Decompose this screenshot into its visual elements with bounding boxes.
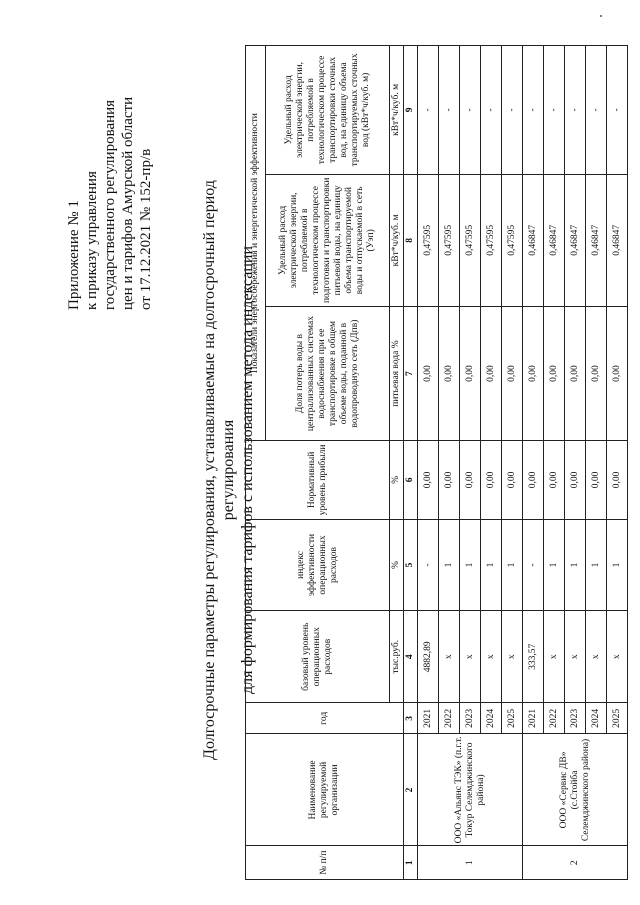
header-org: Наименование регулируемой организации: [246, 734, 404, 846]
colnum: 7: [404, 306, 418, 440]
annex-line: государственного регулирования: [102, 99, 118, 310]
cell-waste: -: [481, 46, 502, 175]
cell-index: -: [418, 519, 439, 611]
colnum: 6: [404, 441, 418, 519]
cell-loss: 0,00: [502, 306, 523, 440]
header-profit: Нормативный уровень прибыли: [246, 441, 390, 519]
cell-year: 2021: [418, 703, 439, 734]
header-loss: Доля потерь воды в централизованных системах водоснабжения при ее транспортировке в общем объеме воды, поданной в водопроводную сеть (Дпв): [266, 306, 390, 440]
unit-base: тыс.руб.: [390, 611, 404, 703]
cell-profit: 0,00: [460, 441, 481, 519]
cell-water: 0,47595: [418, 174, 439, 306]
cell-loss: 0,00: [586, 306, 607, 440]
org-num: 1: [418, 846, 523, 880]
colnum: 1: [404, 846, 418, 880]
table-row: [418, 46, 439, 880]
cell-base: x: [439, 611, 460, 703]
cell-water: 0,46847: [607, 174, 628, 306]
header-base: базовый уровень операционных расходов: [246, 611, 390, 703]
cell-profit: 0,00: [418, 441, 439, 519]
colnum: 5: [404, 519, 418, 611]
annex-line: к приказу управления: [84, 171, 100, 310]
cell-water: 0,46847: [565, 174, 586, 306]
cell-profit: 0,00: [565, 441, 586, 519]
title-line: для формирования тарифов с использованием метода индексации: [239, 245, 256, 695]
table-row: [523, 46, 544, 880]
title-line: Долгосрочные параметры регулирования, устанавливаемые на долгосрочный период регулирования: [201, 180, 237, 760]
cell-profit: 0,00: [502, 441, 523, 519]
cell-index: 1: [502, 519, 523, 611]
cell-year: 2023: [565, 703, 586, 734]
header-spec-waste: Удельный расход электрической энергии, потребляемой в технологическом процессе транспортировки сточных вод, на единицу объема транспортируемых сточных вод (кВт*ч/куб. м): [266, 46, 390, 175]
header-energy-group: Показатели энергосбережения и энергетической эффективности: [246, 46, 266, 441]
cell-year: 2021: [523, 703, 544, 734]
cell-waste: -: [439, 46, 460, 175]
cell-year: 2022: [544, 703, 565, 734]
cell-waste: -: [502, 46, 523, 175]
cell-loss: 0,00: [523, 306, 544, 440]
cell-waste: -: [523, 46, 544, 175]
annex-line: Приложение № 1: [66, 200, 82, 310]
cell-year: 2025: [607, 703, 628, 734]
cell-loss: 0,00: [418, 306, 439, 440]
cell-base: 333,57: [523, 611, 544, 703]
cell-waste: -: [607, 46, 628, 175]
cell-water: 0,47595: [502, 174, 523, 306]
cell-profit: 0,00: [439, 441, 460, 519]
colnum: 3: [404, 703, 418, 734]
header-num: № п/п: [246, 846, 404, 880]
cell-year: 2025: [502, 703, 523, 734]
parameters-table: [245, 45, 628, 880]
cell-base: 4882,89: [418, 611, 439, 703]
cell-loss: 0,00: [481, 306, 502, 440]
cell-base: x: [544, 611, 565, 703]
unit-spec-water: кВт*ч/куб. м: [390, 174, 404, 306]
cell-loss: 0,00: [607, 306, 628, 440]
unit-profit: %: [390, 441, 404, 519]
cell-base: x: [607, 611, 628, 703]
annex-block: [65, 30, 155, 310]
header-spec-water: Удельный расход электрической энергии, потребляемой в технологическом процессе подготовки и транспортировки питьевой воды, на единицу объема транспортируемой воды и отпускаемой в сеть (Уэп): [266, 174, 390, 306]
annex-line: цен и тарифов Амурской области: [120, 96, 136, 310]
cell-index: 1: [481, 519, 502, 611]
unit-index: %: [390, 519, 404, 611]
cell-base: x: [586, 611, 607, 703]
cell-profit: 0,00: [481, 441, 502, 519]
unit-loss: питьевая вода %: [390, 306, 404, 440]
cell-waste: -: [586, 46, 607, 175]
cell-water: 0,47595: [439, 174, 460, 306]
cell-index: 1: [607, 519, 628, 611]
cell-year: 2022: [439, 703, 460, 734]
org-name: ООО «Сервис ДВ» (с.Стойба Селемджинского района): [523, 734, 628, 846]
cell-waste: -: [565, 46, 586, 175]
cell-index: 1: [460, 519, 481, 611]
org-name: ООО «Альянс ТЭК» (п.г.т. Токур Селемджинского района): [418, 734, 523, 846]
rotated-content: [15, 10, 625, 880]
cell-profit: 0,00: [607, 441, 628, 519]
annex-line: от 17.12.2021 № 152-пр/в: [138, 148, 154, 310]
cell-water: 0,46847: [523, 174, 544, 306]
cell-loss: 0,00: [439, 306, 460, 440]
cell-water: 0,46847: [544, 174, 565, 306]
cell-waste: -: [544, 46, 565, 175]
cell-water: 0,47595: [460, 174, 481, 306]
cell-base: x: [460, 611, 481, 703]
header-year: год: [246, 703, 404, 734]
colnum: 4: [404, 611, 418, 703]
cell-base: x: [481, 611, 502, 703]
header-index: индекс эффективности операционных расходов: [246, 519, 390, 611]
cell-year: 2024: [481, 703, 502, 734]
colnum: 9: [404, 46, 418, 175]
cell-profit: 0,00: [523, 441, 544, 519]
cell-waste: -: [460, 46, 481, 175]
cell-index: -: [523, 519, 544, 611]
cell-profit: 0,00: [586, 441, 607, 519]
cell-loss: 0,00: [460, 306, 481, 440]
cell-index: 1: [544, 519, 565, 611]
cell-loss: 0,00: [544, 306, 565, 440]
cell-base: x: [565, 611, 586, 703]
cell-water: 0,47595: [481, 174, 502, 306]
cell-profit: 0,00: [544, 441, 565, 519]
cell-index: 1: [586, 519, 607, 611]
cell-loss: 0,00: [565, 306, 586, 440]
cell-base: x: [502, 611, 523, 703]
cell-index: 1: [565, 519, 586, 611]
cell-water: 0,46847: [586, 174, 607, 306]
org-num: 2: [523, 846, 628, 880]
cell-year: 2024: [586, 703, 607, 734]
cell-index: 1: [439, 519, 460, 611]
unit-spec-waste: кВт*ч/куб. м: [390, 46, 404, 175]
cell-waste: -: [418, 46, 439, 175]
cell-year: 2023: [460, 703, 481, 734]
colnum: 8: [404, 174, 418, 306]
colnum: 2: [404, 734, 418, 846]
